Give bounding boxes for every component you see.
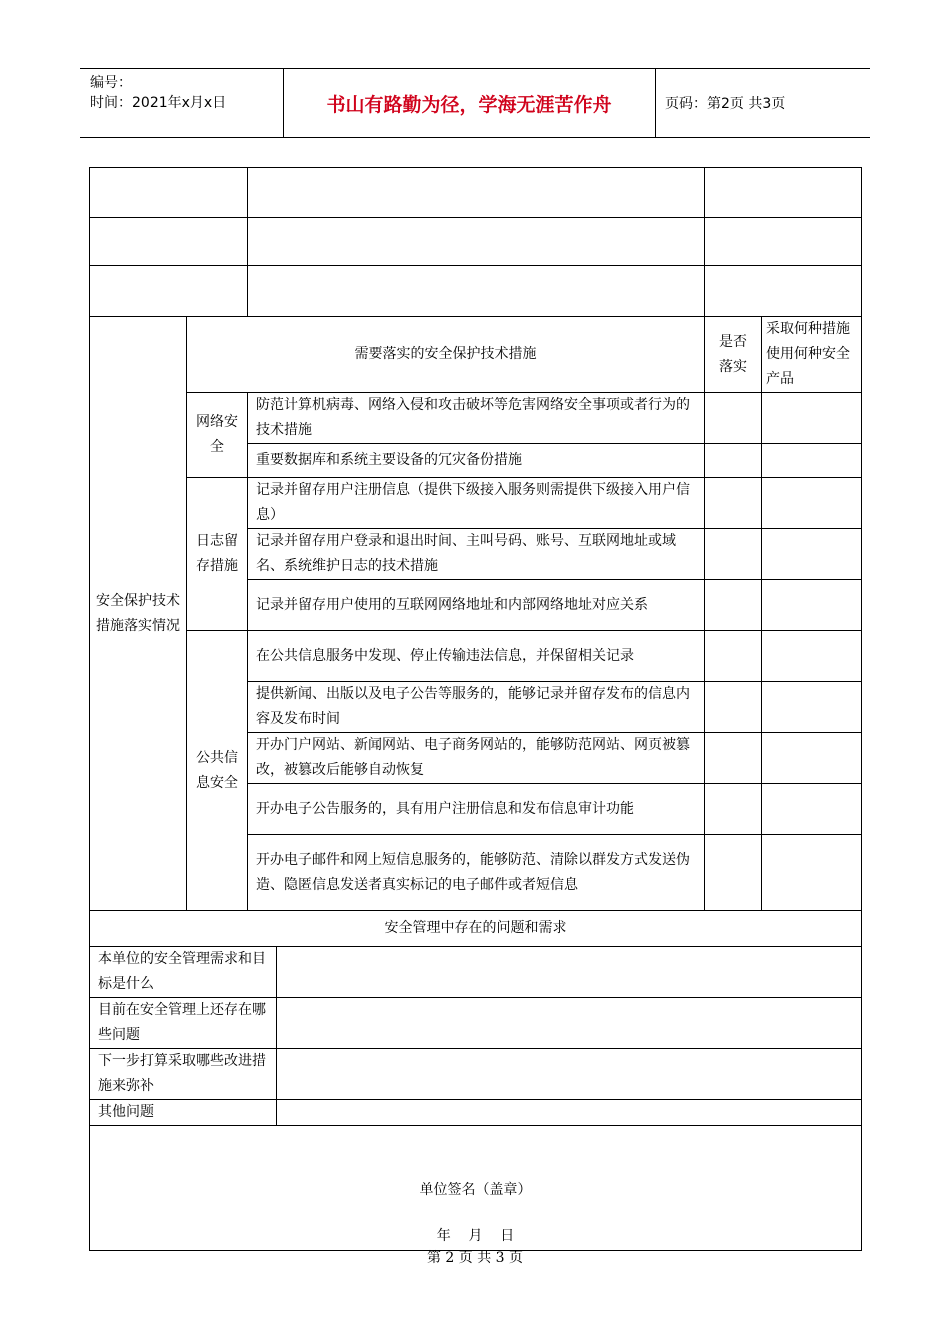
- measure-row: [90, 478, 862, 529]
- measure-text: 提供新闻、出版以及电子公告等服务的，能够记录并留存发布的信息内容及发布时间: [248, 682, 705, 733]
- measure-text: 重要数据库和系统主要设备的冗灾备份措施: [248, 444, 705, 478]
- implemented-cell[interactable]: [705, 444, 762, 478]
- blank-cell[interactable]: [705, 266, 862, 317]
- implemented-cell[interactable]: [705, 835, 762, 911]
- signature-label: 单位签名（盖章）: [419, 1182, 532, 1198]
- measure-text: 记录并留存用户使用的互联网网络地址和内部网络地址对应关系: [248, 580, 705, 631]
- measure-text: 开办门户网站、新闻网站、电子商务网站的，能够防范网站、网页被篡改，被篡改后能够自动恢复: [248, 733, 705, 784]
- blank-cell[interactable]: [248, 218, 705, 266]
- col-measures-header: 需要落实的安全保护技术措施: [187, 317, 705, 393]
- management-answer[interactable]: [277, 1100, 862, 1126]
- implemented-cell[interactable]: [705, 580, 762, 631]
- serial-label: 编号：: [90, 75, 132, 91]
- product-cell[interactable]: [762, 784, 862, 835]
- product-cell[interactable]: [762, 733, 862, 784]
- management-row: [90, 1100, 862, 1126]
- blank-row: [90, 218, 862, 266]
- measure-text: 记录并留存用户注册信息（提供下级接入服务则需提供下级接入用户信息）: [248, 478, 705, 529]
- blank-cell[interactable]: [248, 266, 705, 317]
- col-implemented-header: 是否落实: [705, 317, 762, 393]
- management-row: [90, 1049, 862, 1100]
- blank-cell[interactable]: [248, 168, 705, 218]
- measure-text: 开办电子公告服务的，具有用户注册信息和发布信息审计功能: [248, 784, 705, 835]
- col-product-header: 采取何种措施使用何种安全产品: [762, 317, 862, 393]
- product-cell[interactable]: [762, 835, 862, 911]
- product-cell[interactable]: [762, 478, 862, 529]
- implemented-cell[interactable]: [705, 478, 762, 529]
- measure-text: 记录并留存用户登录和退出时间、主叫号码、账号、互联网地址或域名、系统维护日志的技术措施: [248, 529, 705, 580]
- management-row: [90, 998, 862, 1049]
- measure-text: 防范计算机病毒、网络入侵和攻击破坏等危害网络安全事项或者行为的技术措施: [248, 393, 705, 444]
- management-question: 目前在安全管理上还存在哪些问题: [90, 998, 277, 1049]
- implemented-cell[interactable]: [705, 682, 762, 733]
- measure-text: 开办电子邮件和网上短信息服务的，能够防范、清除以群发方式发送伪造、隐匿信息发送者真实标记的电子邮件或者短信息: [248, 835, 705, 911]
- implemented-cell[interactable]: [705, 733, 762, 784]
- management-answer[interactable]: [277, 947, 862, 998]
- management-row: [90, 947, 862, 998]
- group-name-log: 日志留存措施: [187, 478, 248, 631]
- product-cell[interactable]: [762, 580, 862, 631]
- page-footer: 第 2 页 共 3 页: [426, 1250, 524, 1266]
- product-cell[interactable]: [762, 444, 862, 478]
- blank-cell[interactable]: [90, 266, 248, 317]
- header-left: [90, 73, 226, 113]
- blank-cell[interactable]: [705, 218, 862, 266]
- management-answer[interactable]: [277, 998, 862, 1049]
- header-motto: 书山有路勤为径，学海无涯苦作舟: [326, 93, 612, 116]
- measure-row: [90, 393, 862, 444]
- blank-row: [90, 266, 862, 317]
- management-title: 安全管理中存在的问题和需求: [90, 911, 862, 947]
- measures-header-row: [90, 317, 862, 393]
- management-header-row: [90, 911, 862, 947]
- header-divider: [655, 69, 656, 137]
- implemented-cell[interactable]: [705, 529, 762, 580]
- blank-cell[interactable]: [705, 168, 862, 218]
- product-cell[interactable]: [762, 631, 862, 682]
- product-cell[interactable]: [762, 529, 862, 580]
- blank-row: [90, 168, 862, 218]
- implemented-cell[interactable]: [705, 784, 762, 835]
- security-form-table: [89, 167, 862, 1251]
- group-name-network: 网络安全: [187, 393, 248, 478]
- section-title: 安全保护技术措施落实情况: [96, 592, 180, 634]
- management-answer[interactable]: [277, 1049, 862, 1100]
- management-question: 下一步打算采取哪些改进措施来弥补: [90, 1049, 277, 1100]
- page-header: [80, 68, 870, 138]
- management-question: 本单位的安全管理需求和目标是什么: [90, 947, 277, 998]
- group-name-public: 公共信息安全: [187, 631, 248, 911]
- blank-cell[interactable]: [90, 218, 248, 266]
- measure-text: 在公共信息服务中发现、停止传输违法信息，并保留相关记录: [248, 631, 705, 682]
- signature-cell[interactable]: [90, 1126, 862, 1251]
- time-label: 时间：2021年x月x日: [90, 95, 227, 111]
- product-cell[interactable]: [762, 682, 862, 733]
- section-title-cell: [90, 317, 187, 911]
- measure-row: [90, 631, 862, 682]
- implemented-cell[interactable]: [705, 631, 762, 682]
- blank-cell[interactable]: [90, 168, 248, 218]
- management-question: 其他问题: [90, 1100, 277, 1126]
- implemented-cell[interactable]: [705, 393, 762, 444]
- header-page-label: 页码：第2页 共3页: [665, 96, 786, 112]
- signature-row: [90, 1126, 862, 1251]
- signature-date: 年 月 日: [436, 1228, 515, 1244]
- product-cell[interactable]: [762, 393, 862, 444]
